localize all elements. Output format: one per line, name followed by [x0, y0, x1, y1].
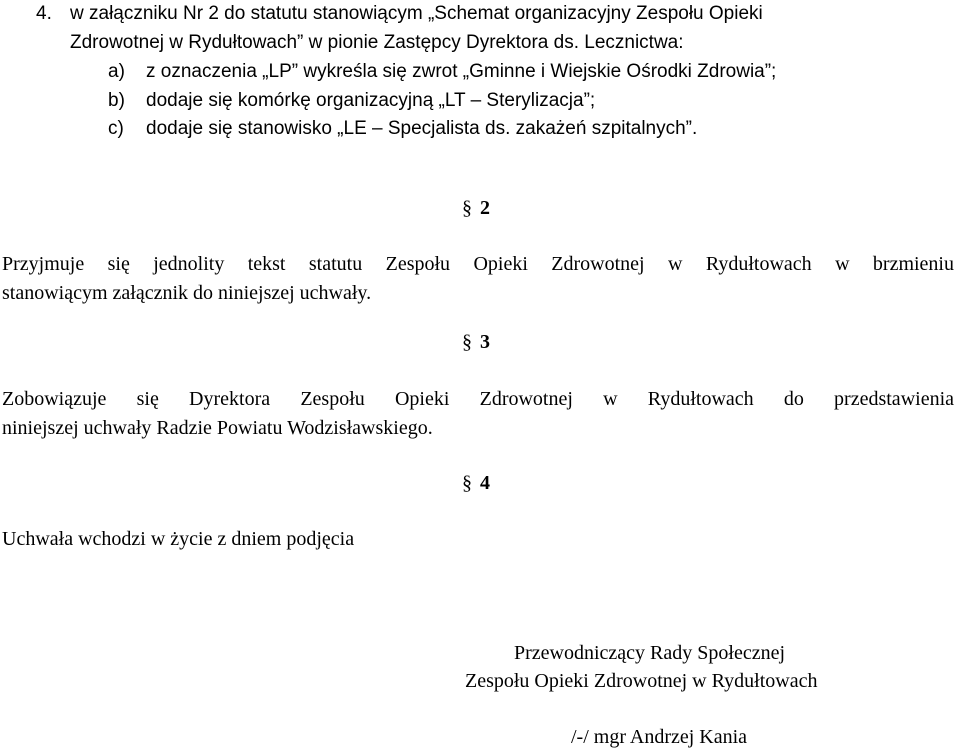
section-number: 4	[480, 472, 490, 494]
section-symbol: §	[462, 331, 472, 353]
item-4a-marker: a)	[108, 61, 125, 82]
section-2-heading	[462, 196, 490, 220]
section-number: 2	[480, 197, 490, 219]
section-3-text-line-1: Zobowiązuje się Dyrektora Zespołu Opieki Zdrowotnej w Rydułtowach do przedstawienia	[2, 388, 954, 410]
item-4b-marker: b)	[108, 90, 125, 111]
item-4b-text: dodaje się komórkę organizacyjną „LT – Sterylizacja”;	[146, 90, 596, 111]
section-symbol: §	[462, 197, 472, 219]
section-symbol: §	[462, 472, 472, 494]
item-4-line-2: Zdrowotnej w Rydułtowach” w pionie Zastępcy Dyrektora ds. Lecznictwa:	[70, 32, 684, 53]
item-4-number: 4.	[36, 3, 52, 24]
signature-title-line-2: Zespołu Opieki Zdrowotnej w Rydułtowach	[465, 670, 818, 692]
section-2-text-line-2: stanowiącym załącznik do niniejszej uchwały.	[2, 282, 372, 304]
item-4c-text: dodaje się stanowisko „LE – Specjalista ds. zakażeń szpitalnych”.	[146, 118, 698, 139]
item-4a-text: z oznaczenia „LP” wykreśla się zwrot „Gminne i Wiejskie Ośrodki Zdrowia”;	[146, 61, 777, 82]
item-4c-marker: c)	[108, 118, 124, 139]
section-4-heading	[462, 471, 490, 495]
section-number: 3	[480, 331, 490, 353]
signature-title-line-1: Przewodniczący Rady Społecznej	[514, 642, 786, 664]
section-4-text-line-1: Uchwała wchodzi w życie z dniem podjęcia	[2, 528, 355, 550]
item-4-line-1: w załączniku Nr 2 do statutu stanowiącym „Schemat organizacyjny Zespołu Opieki	[70, 3, 763, 24]
section-2-text-line-1: Przyjmuje się jednolity tekst statutu Zespołu Opieki Zdrowotnej w Rydułtowach w brzmieniu	[2, 253, 954, 275]
section-3-text-line-2: niniejszej uchwały Radzie Powiatu Wodzisławskiego.	[2, 417, 433, 439]
signature-name: /-/ mgr Andrzej Kania	[571, 726, 748, 748]
section-3-heading	[462, 330, 490, 354]
